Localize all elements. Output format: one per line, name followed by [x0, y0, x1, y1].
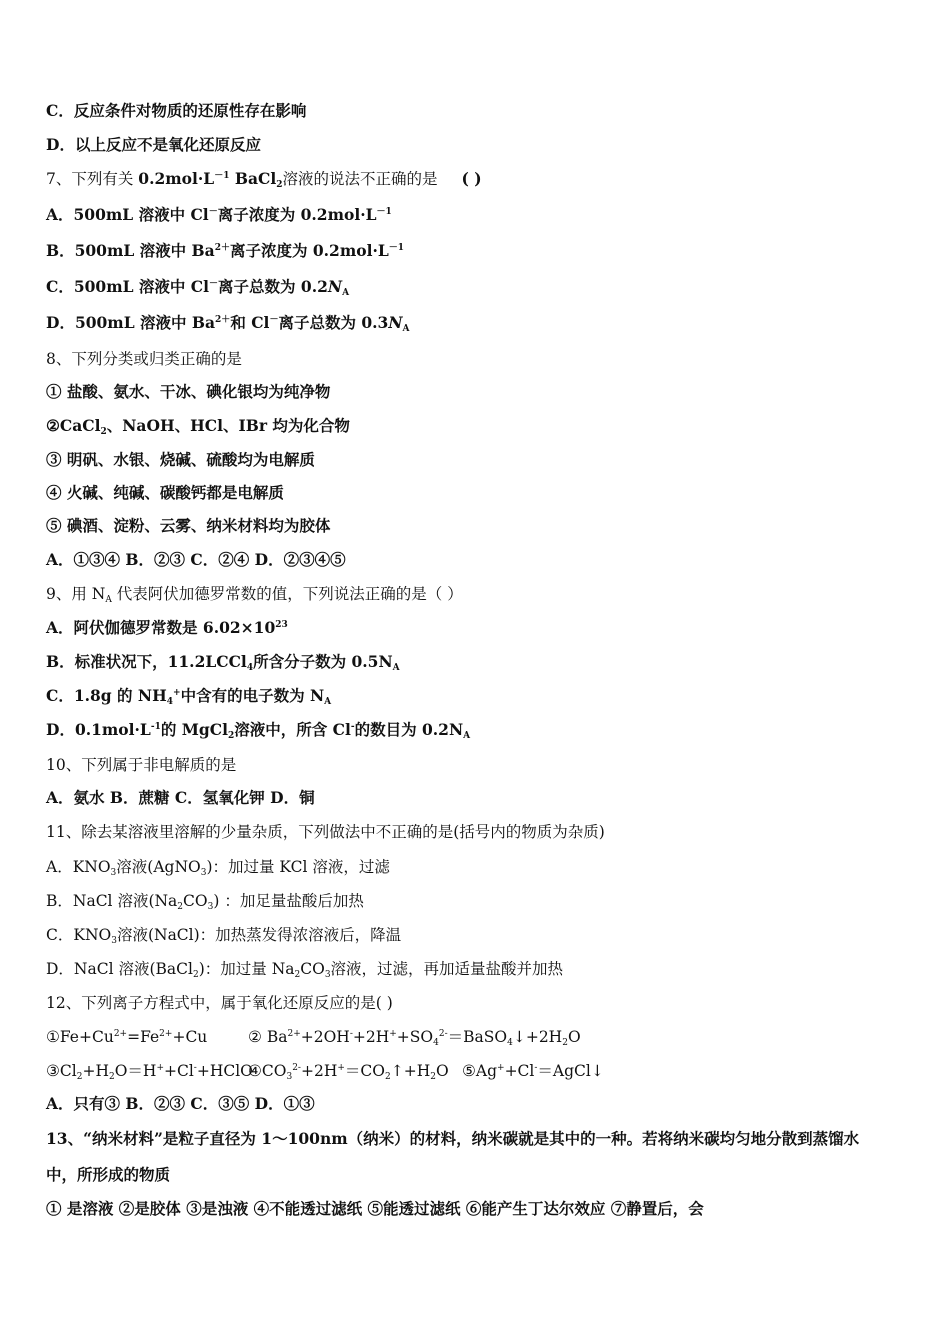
q9-option-c: C．1.8g 的 $NH_4^+$中含有的电子数为 $N_A$: [46, 686, 332, 707]
q7-option-b: B．500mL 溶液中 $Ba^{2+}$离子浓度为 $0.2mol\cdot L^{-1}$: [46, 241, 405, 260]
q8-item-4: ④ 火碱、纯碱、碳酸钙都是电解质: [46, 483, 284, 502]
q11-option-c: C．$KNO_3$溶液(NaCl)：加热蒸发得浓溶液后，降温: [46, 926, 402, 946]
q9-stem: 9、用 $N_A$ 代表阿伏加德罗常数的值，下列说法正确的是（ ）: [46, 585, 463, 605]
q7-option-d: D．500mL 溶液中 $Ba^{2+}$和 Cl－离子总数为 $0.3N_A$: [46, 313, 410, 334]
q8-stem: 8、下列分类或归类正确的是: [46, 350, 242, 368]
q12-equation-2: ② $Ba^{2+}+2OH^-+2H^++SO_4^{2-}=BaSO_4↓+2H_2O$: [248, 1028, 581, 1048]
q13-stem-line-1: 13、“纳米材料”是粒子直径为 1～100nm（纳米）的材料，纳米碳就是其中的一种。若将纳米碳均匀地分散到蒸馏水: [46, 1129, 860, 1148]
q7-option-c: C．500mL 溶液中 Cl－离子总数为 $0.2N_A$: [46, 277, 350, 298]
q12-equation-4: $④CO_3^{2-}+2H^+=CO_2↑+H_2O$: [248, 1062, 449, 1082]
q10-stem: 10、下列属于非电解质的是: [46, 756, 237, 774]
q12-stem: 12、下列离子方程式中，属于氧化还原反应的是( ): [46, 994, 393, 1012]
q11-option-d: D．NaCl 溶液(BaCl$_2$)：加过量 $Na_2CO_3$溶液，过滤，再加适量盐酸并加热: [46, 960, 564, 980]
q12-equation-3: $③Cl_2+H_2O=H^++Cl^-+HClO$: [46, 1062, 253, 1082]
q7-option-a: A．500mL 溶液中 Cl－离子浓度为 $0.2mol\cdot L^{-1}$: [46, 205, 392, 224]
q12-equation-1: $①Fe+Cu^{2+}=Fe^{2+}+Cu$: [46, 1028, 208, 1046]
q9-option-d: D．$0.1mol\cdot L^{-1}$的 MgCl$_2$溶液中，所含 Cl-的数目为 $0.2N_A$: [46, 720, 471, 741]
q10-options: A．氨水 B．蔗糖 C．氢氧化钾 D．铜: [46, 788, 315, 807]
q6-option-c: C．反应条件对物质的还原性存在影响: [46, 101, 307, 120]
q11-option-a: A．$KNO_3$溶液(AgNO$_3$)：加过量 KCl 溶液，过滤: [46, 858, 390, 878]
q13-stem-line-2: 中，所形成的物质: [46, 1165, 171, 1184]
q12-equation-5: ⑤Ag++Cl-＝AgCl↓: [462, 1062, 604, 1080]
q7-stem: 7、下列有关 $0.2mol\cdot L^{-1}$ BaCl$_2$溶液的说法不正确的是 ( ): [46, 169, 482, 190]
q13-items: ① 是溶液 ②是胶体 ③是浊液 ④不能透过滤纸 ⑤能透过滤纸 ⑥能产生丁达尔效应 ⑦静置后，会: [46, 1199, 704, 1218]
q11-option-b: B．NaCl 溶液$(Na_2CO_3)$ ：加足量盐酸后加热: [46, 892, 364, 912]
q8-options: A．①③④ B．②③ C．②④ D．②③④⑤: [46, 550, 346, 569]
q12-options: A．只有③ B．②③ C．③⑤ D．①③: [46, 1094, 315, 1113]
q8-item-2: ②CaCl$_2$、NaOH、HCl、IBr 均为化合物: [46, 416, 350, 437]
q8-item-5: ⑤ 碘酒、淀粉、云雾、纳米材料均为胶体: [46, 516, 331, 535]
q11-stem: 11、除去某溶液里溶解的少量杂质，下列做法中不正确的是(括号内的物质为杂质): [46, 823, 605, 841]
q6-option-d: D．以上反应不是氧化还原反应: [46, 135, 261, 154]
q9-option-a: A．阿伏伽德罗常数是 $6.02\times 10^{23}$: [46, 618, 288, 637]
q8-item-1: ① 盐酸、氨水、干冰、碘化银均为纯净物: [46, 382, 331, 401]
q8-item-3: ③ 明矾、水银、烧碱、硫酸均为电解质: [46, 450, 315, 469]
q9-option-b: B．标准状况下，11.2LCCl$_4$所含分子数为 $0.5N_A$: [46, 652, 400, 673]
